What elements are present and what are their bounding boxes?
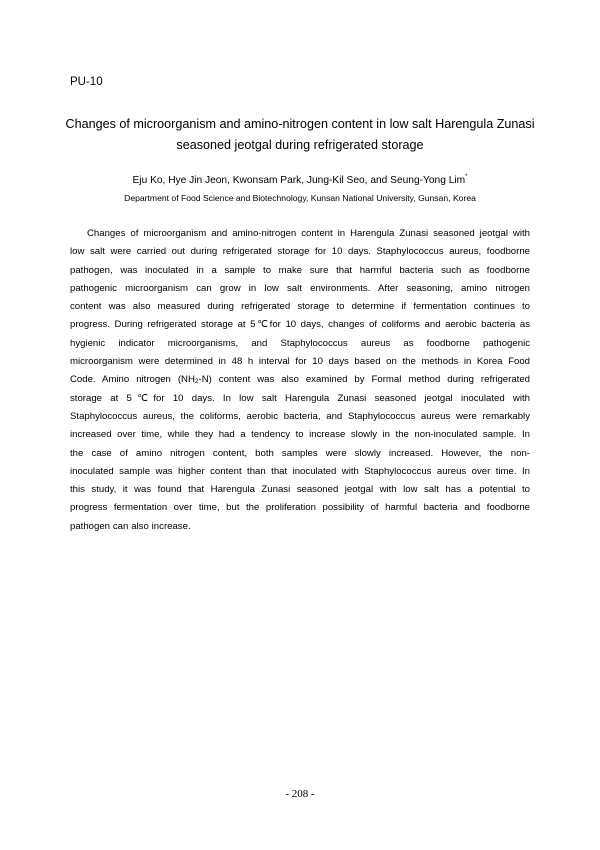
body-line: pathogen, was inoculated in a sample to make sure that harmful bacteria such as foodborne [70, 264, 530, 276]
body-line: low salt were carried out during refrigerated storage for 10 days. Staphylococcus aureus, foodborne [70, 246, 530, 258]
corresponding-author-mark: * [465, 174, 468, 180]
body-line: this study, it was found that Harengula Zunasi seasoned jeotgal with low salt has a potential to [70, 484, 530, 496]
paper-title [60, 114, 540, 156]
nh2-subscript: 2 [194, 378, 199, 386]
title-line-1: Changes of microorganism and amino-nitrogen content in low salt Harengula Zunasi [65, 117, 535, 131]
body-line: Changes of microorganism and amino-nitrogen content in Harengula Zunasi seasoned jeotgal with [87, 228, 530, 239]
author-list [60, 175, 540, 186]
body-line: content was also measured during refrigerated storage to determine if fermentation continues to [70, 301, 530, 313]
title-line-2: seasoned jeotgal during refrigerated storage [176, 138, 424, 152]
page-number: - 208 - [285, 788, 315, 800]
body-line: hygienic indicator microorganisms, and Staphylococcus aureus as foodborne pathogenic [70, 337, 530, 349]
body-line: inoculated sample was higher content than that inoculated with Staphylococcus aureus over time. In [70, 465, 530, 477]
abstract-body [70, 225, 530, 536]
body-line: the case of amino nitrogen content, both samples were slowly increased. However, the non- [70, 447, 530, 459]
body-line: progress fermentation over time, but the proliferation possibility of harmful bacteria and foodborne [70, 502, 530, 514]
body-line: pathogenic microorganism can grow in low salt environments. After seasoning, amino nitrogen [70, 282, 530, 294]
body-line: storage at 5℃for 10 days. In low salt Harengula Zunasi seasoned jeotgal inoculated with [70, 392, 530, 404]
line-9-tail: -N) content was also examined by Formal method during refrigerated [198, 374, 530, 386]
line-9-head: Code. Amino nitrogen (NH [70, 374, 195, 386]
abstract-id: PU-10 [70, 76, 103, 88]
body-line-with-subscript [70, 371, 530, 389]
body-line: microorganism were determined in 48 h interval for 10 days based on the methods in Korea Food [70, 356, 530, 368]
body-line: Staphylococcus aureus, the coliforms, aerobic bacteria, and Staphylococcus aureus were remarkably [70, 410, 530, 422]
body-line: pathogen can also increase. [70, 520, 191, 532]
authors-text: Eju Ko, Hye Jin Jeon, Kwonsam Park, Jung-Kil Seo, and Seung-Yong Lim [132, 175, 466, 186]
body-line: increased over time, while they had a tendency to increase slowly in the non-inoculated sample. In [70, 429, 530, 441]
affiliation: Department of Food Science and Biotechnology, Kunsan National University, Gunsan, Korea [124, 193, 476, 203]
body-line: progress. During refrigerated storage at 5℃for 10 days, changes of coliforms and aerobic bacteria as [70, 319, 530, 331]
